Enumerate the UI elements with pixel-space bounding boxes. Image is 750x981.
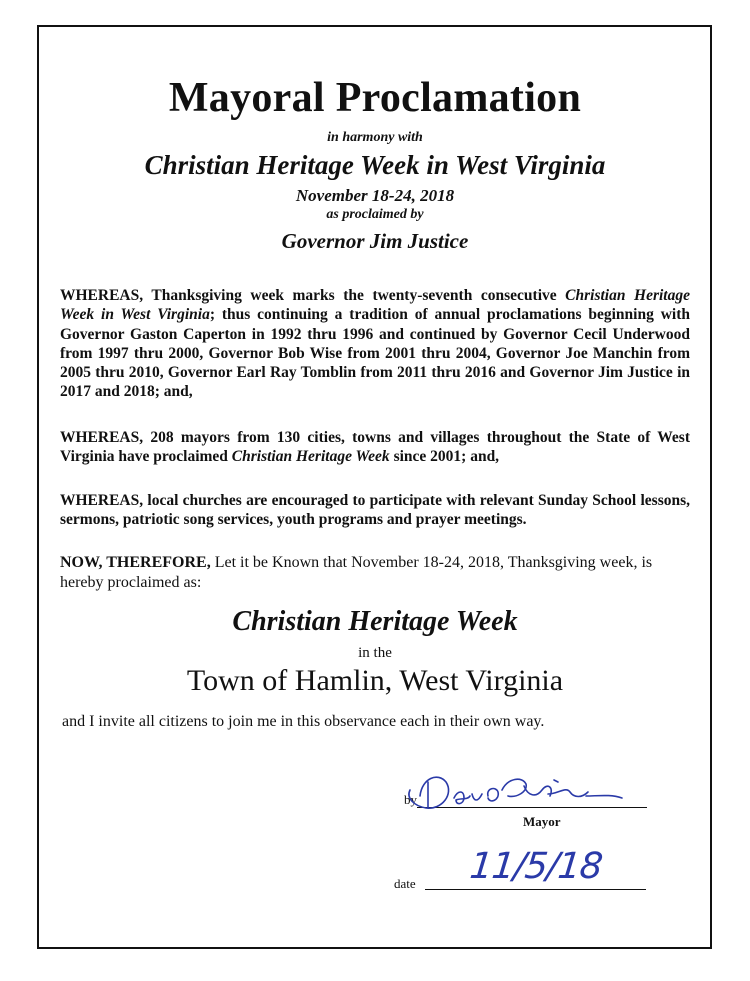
whereas-paragraph-1: [60, 286, 690, 402]
by-label: by: [404, 792, 417, 807]
whereas2-italic: Christian Heritage Week: [231, 448, 390, 466]
whereas2-text-b: since 2001; and,: [389, 448, 500, 466]
in-harmony-text: in harmony with: [327, 130, 423, 145]
proclaimed-title: Christian Heritage Week: [232, 606, 518, 637]
now-therefore-text: Let it be Known that November 18-24, 2018, Thanksgiving week, is hereby proclaimed as:: [60, 554, 653, 591]
mayor-label: Mayor: [523, 814, 561, 829]
whereas-lead: WHEREAS,: [60, 492, 144, 509]
handwritten-date: 11/5/18: [467, 846, 604, 887]
mayor-signature: [398, 768, 628, 816]
whereas1-text-a: Thanksgiving week marks the twenty-seventh consecutive: [143, 287, 566, 304]
whereas1-italic: Christian Heritage Week in West Virginia: [60, 287, 690, 324]
whereas1-text-b: ; thus continuing a tradition of annual proclamations beginning with Governor Gaston Caperton in 1992 thru 1996 and continued by Governor Cecil Underwood from 1997 thru 2000, Governor Bob Wise from 2001 thru 2004, Governor Joe Manchin from 2005 thru 2010, Governor Earl Ray Tomblin from 2011 thru 2016 and Governor Jim Justice in 2017 and 2018; and,: [60, 306, 691, 401]
now-therefore-paragraph: [60, 553, 690, 593]
whereas3-text: local churches are encouraged to participate with relevant Sunday School lessons, sermons, patriotic song services, youth programs and prayer meetings.: [60, 492, 690, 529]
town-name: Town of Hamlin, West Virginia: [186, 664, 564, 697]
invite-text: and I invite all citizens to join me in this observance each in their own way.: [62, 713, 545, 730]
proclamation-title: Mayoral Proclamation: [168, 75, 582, 121]
as-proclaimed-text: as proclaimed by: [326, 207, 424, 222]
whereas2-text-a: 208 mayors from 130 cities, towns and villages throughout the State of West Virginia have proclaimed: [60, 429, 690, 466]
event-name: Christian Heritage Week in West Virginia: [144, 150, 606, 180]
in-the-text: in the: [358, 645, 392, 661]
now-therefore-lead: NOW, THEREFORE,: [60, 554, 211, 571]
whereas-lead: WHEREAS,: [60, 287, 144, 304]
whereas-paragraph-2: [60, 428, 690, 467]
date-label: date: [394, 876, 416, 891]
date-line: [425, 889, 646, 890]
whereas-paragraph-3: [60, 491, 690, 530]
governor-name: Governor Jim Justice: [281, 229, 469, 253]
whereas-lead: WHEREAS,: [60, 429, 144, 446]
event-dates: November 18-24, 2018: [295, 186, 455, 205]
